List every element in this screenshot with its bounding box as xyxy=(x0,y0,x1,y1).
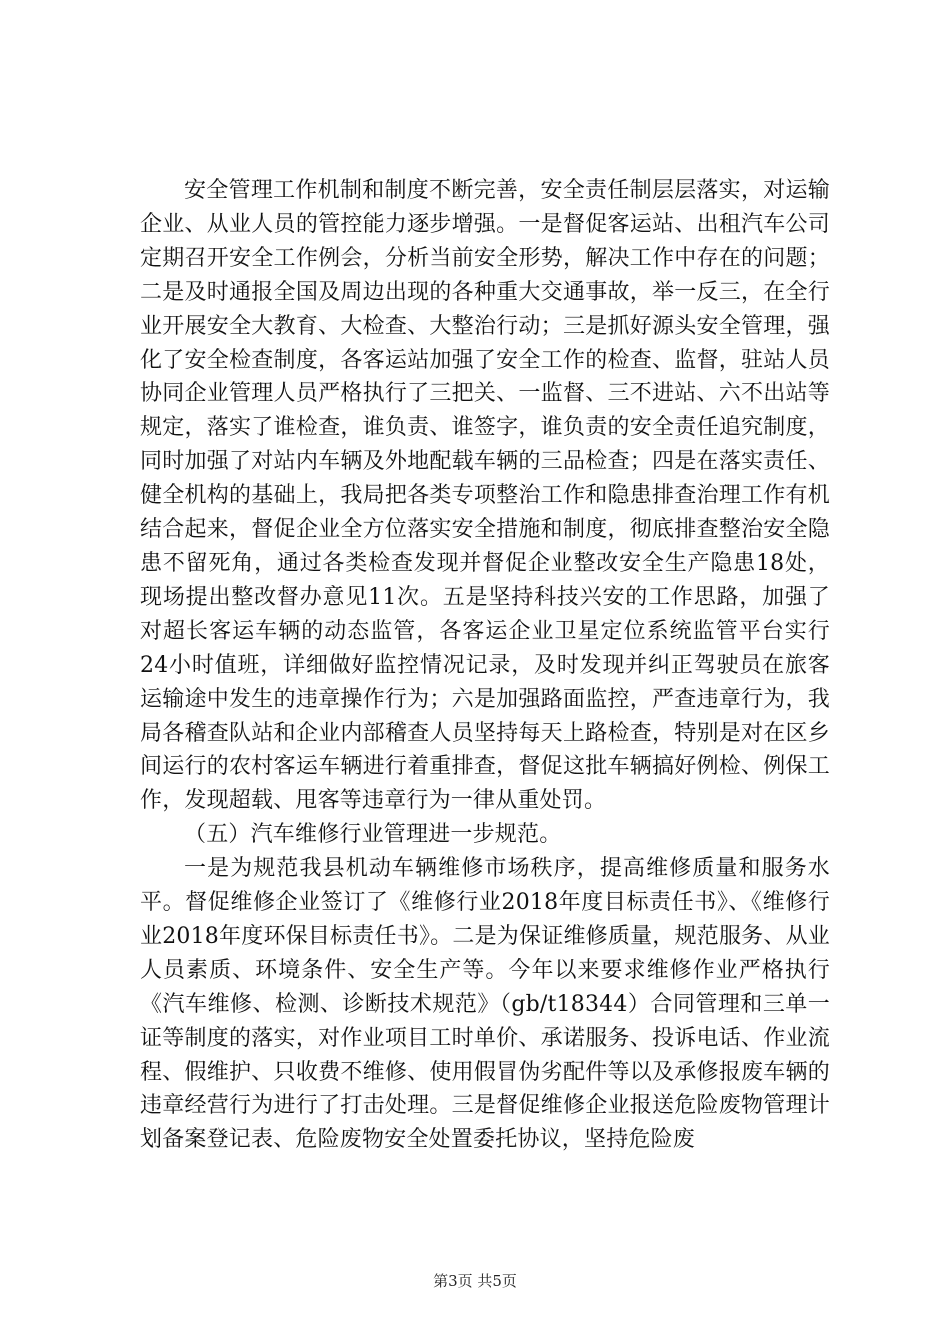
page-number: 第3页 共5页 xyxy=(433,1272,517,1290)
section-heading-vehicle-repair: （五）汽车维修行业管理进一步规范。 xyxy=(184,822,562,848)
paragraph-vehicle-repair: 一是为规范我县机动车辆维修市场秩序，提高维修质量和服务水平。督促维修企业签订了《维修行业2018年度目标责任书》、《维修行业2018年度环保目标责任书》。二是为保证维修质量，规范服务、从业人员素质、环境条件、安全生产等。今年以来要求维修作业严格执行《汽车维修、检测、诊断技术规范》（gb/t18344）合同管理和三单一证等制度的落实，对作业项目工时单价、承诺服务、投诉电话、作业流程、假维护、只收费不维修、使用假冒伪劣配件等以及承修报废车辆的违章经营行为进行了打击处理。三是督促维修企业报送危险废物管理计划备案登记表、危险废物安全处置委托协议，坚持危险废 xyxy=(140,856,830,1153)
paragraph-safety-management: 安全管理工作机制和制度不断完善，安全责任制层层落实，对运输企业、从业人员的管控能力逐步增强。一是督促客运站、出租汽车公司定期召开安全工作例会，分析当前安全形势，解决工作中存在的问题；二是及时通报全国及周边出现的各种重大交通事故，举一反三，在全行业开展安全大教育、大检查、大整治行动；三是抓好源头安全管理，强化了安全检查制度，各客运站加强了安全工作的检查、监督，驻站人员协同企业管理人员严格执行了三把关、一监督、三不进站、六不出站等规定，落实了谁检查，谁负责、谁签字，谁负责的安全责任追究制度，同时加强了对站内车辆及外地配载车辆的三品检查；四是在落实责任、健全机构的基础上，我局把各类专项整治工作和隐患排查治理工作有机结合起来，督促企业全方位落实安全措施和制度，彻底排查整治安全隐患不留死角，通过各类检查发现并督促企业整改安全生产隐患18处，现场提出整改督办意见11次。五是坚持科技兴安的工作思路，加强了对超长客运车辆的动态监管，各客运企业卫星定位系统监管平台实行24小时值班，详细做好监控情况记录，及时发现并纠正驾驶员在旅客运输途中发生的违章操作行为；六是加强路面监控，严查违章行为，我局各稽查队站和企业内部稽查人员坚持每天上路检查，特别是对在区乡间运行的农村客运车辆进行着重排查，督促这批车辆搞好例检、例保工作，发现超载、甩客等违章行为一律从重处罚。 xyxy=(140,178,830,814)
body-text xyxy=(140,174,830,1157)
page-footer xyxy=(0,1270,950,1291)
